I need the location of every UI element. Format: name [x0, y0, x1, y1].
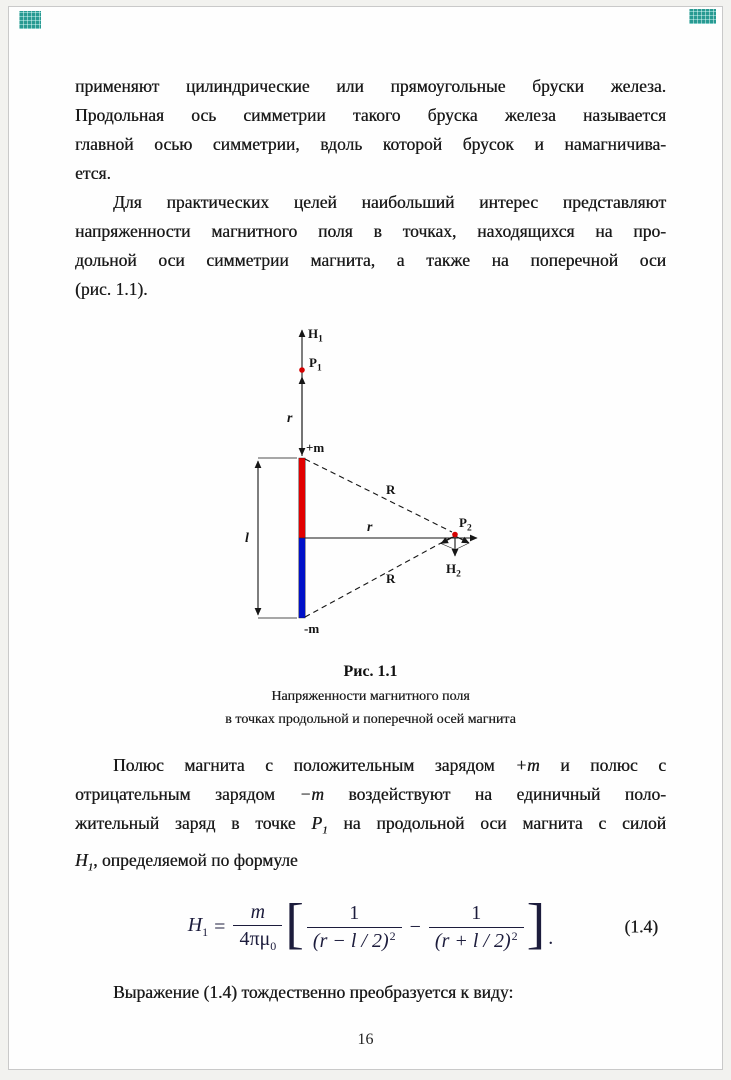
second-fraction: $\frac{1}{(r + l / 2)^2}$	[429, 902, 524, 952]
H1-inline: $H_1$	[75, 849, 94, 873]
paragraph-1	[75, 72, 666, 188]
page-content	[75, 72, 666, 1007]
r-axial-label: r	[286, 411, 292, 426]
magnet-south-half	[298, 538, 304, 618]
page-number: 16	[357, 1031, 374, 1048]
text-line: напряженности магнитного поля в точках, находящихся на про-	[75, 221, 666, 241]
text-line: дольной оси симметрии магнита, а также на поперечной оси	[75, 250, 666, 270]
P1-label: $P_1$	[308, 355, 322, 374]
left-bracket: [	[285, 893, 304, 955]
figure-1-1	[75, 320, 666, 731]
R-upper-label: R	[385, 482, 395, 497]
R-lower-label: R	[385, 571, 395, 586]
formula-content	[75, 893, 666, 958]
r-transverse-label: r	[366, 520, 372, 535]
coefficient-fraction: $\frac{m}{4\pi\mu_0}$	[233, 901, 282, 954]
text-line: Для практических целей наибольший интерес представляют	[113, 192, 666, 212]
minus-m-label: -m	[303, 621, 319, 636]
scan-artifact-top-left	[19, 11, 41, 29]
formula-period: .	[548, 927, 554, 949]
text-line: Полюс магнита с положительным зарядом +m и полюс с	[113, 755, 666, 775]
P1-inline: $P_1$	[311, 813, 328, 837]
R-lower-dashed-line	[305, 537, 452, 617]
plus-m-inline: +m	[515, 755, 540, 775]
plus-m-label: +m	[305, 440, 324, 455]
text-line: (рис. 1.1).	[75, 279, 148, 299]
equation-1-4	[75, 893, 666, 958]
P2-label: $P_2$	[458, 515, 472, 534]
H2-label: $H_2$	[445, 561, 461, 580]
text-line: жительный заряд в точке $P_1$ на продольной оси магнита с силой	[75, 813, 666, 837]
minus-sign: −	[409, 915, 421, 938]
R-upper-dashed-line	[305, 459, 452, 532]
formula-lhs: $H_1$	[187, 914, 209, 939]
figure-caption	[75, 685, 666, 731]
scan-artifact-top-right	[689, 9, 716, 24]
parallelogram-edge	[441, 544, 455, 550]
H1-label: $H_1$	[307, 326, 323, 345]
minus-m-inline: −m	[299, 784, 324, 804]
point-P2-marker	[452, 532, 458, 538]
text-line: Выражение (1.4) тождественно преобразуется к виду:	[113, 982, 514, 1002]
figure-caption-line: Напряженности магнитного поля	[271, 689, 470, 704]
equals-sign: =	[214, 915, 226, 938]
l-label: l	[244, 531, 249, 546]
right-bracket: ]	[526, 893, 546, 955]
text-line: $H_1$, определяемой по формуле	[75, 849, 298, 873]
field-component-to-south	[441, 536, 455, 544]
figure-caption-title: Рис. 1.1	[343, 663, 398, 680]
text-line: отрицательным зарядом −m воздействуют на единичный поло-	[75, 784, 666, 804]
parallelogram-edge	[455, 543, 469, 550]
paragraph-4	[75, 978, 666, 1007]
magnet-north-half	[298, 458, 304, 538]
paragraph-3	[75, 751, 666, 882]
field-component-from-north	[455, 536, 469, 543]
magnet-field-diagram	[240, 320, 502, 652]
text-line: применяют цилиндрические или прямоугольные бруски железа.	[75, 76, 666, 96]
equation-number: (1.4)	[624, 916, 658, 937]
figure-caption-line: в точках продольной и поперечной осей магнита	[225, 712, 516, 727]
text-line: главной осью симметрии, вдоль которой брусок и намагничива-	[75, 134, 666, 154]
book-page	[8, 6, 723, 1070]
first-fraction: $\frac{1}{(r - l / 2)^2}$	[307, 902, 402, 952]
point-P1-marker	[299, 367, 305, 373]
text-line: Продольная ось симметрии такого бруска железа называется	[75, 105, 666, 125]
paragraph-2	[75, 188, 666, 304]
text-line: ется.	[75, 163, 111, 183]
